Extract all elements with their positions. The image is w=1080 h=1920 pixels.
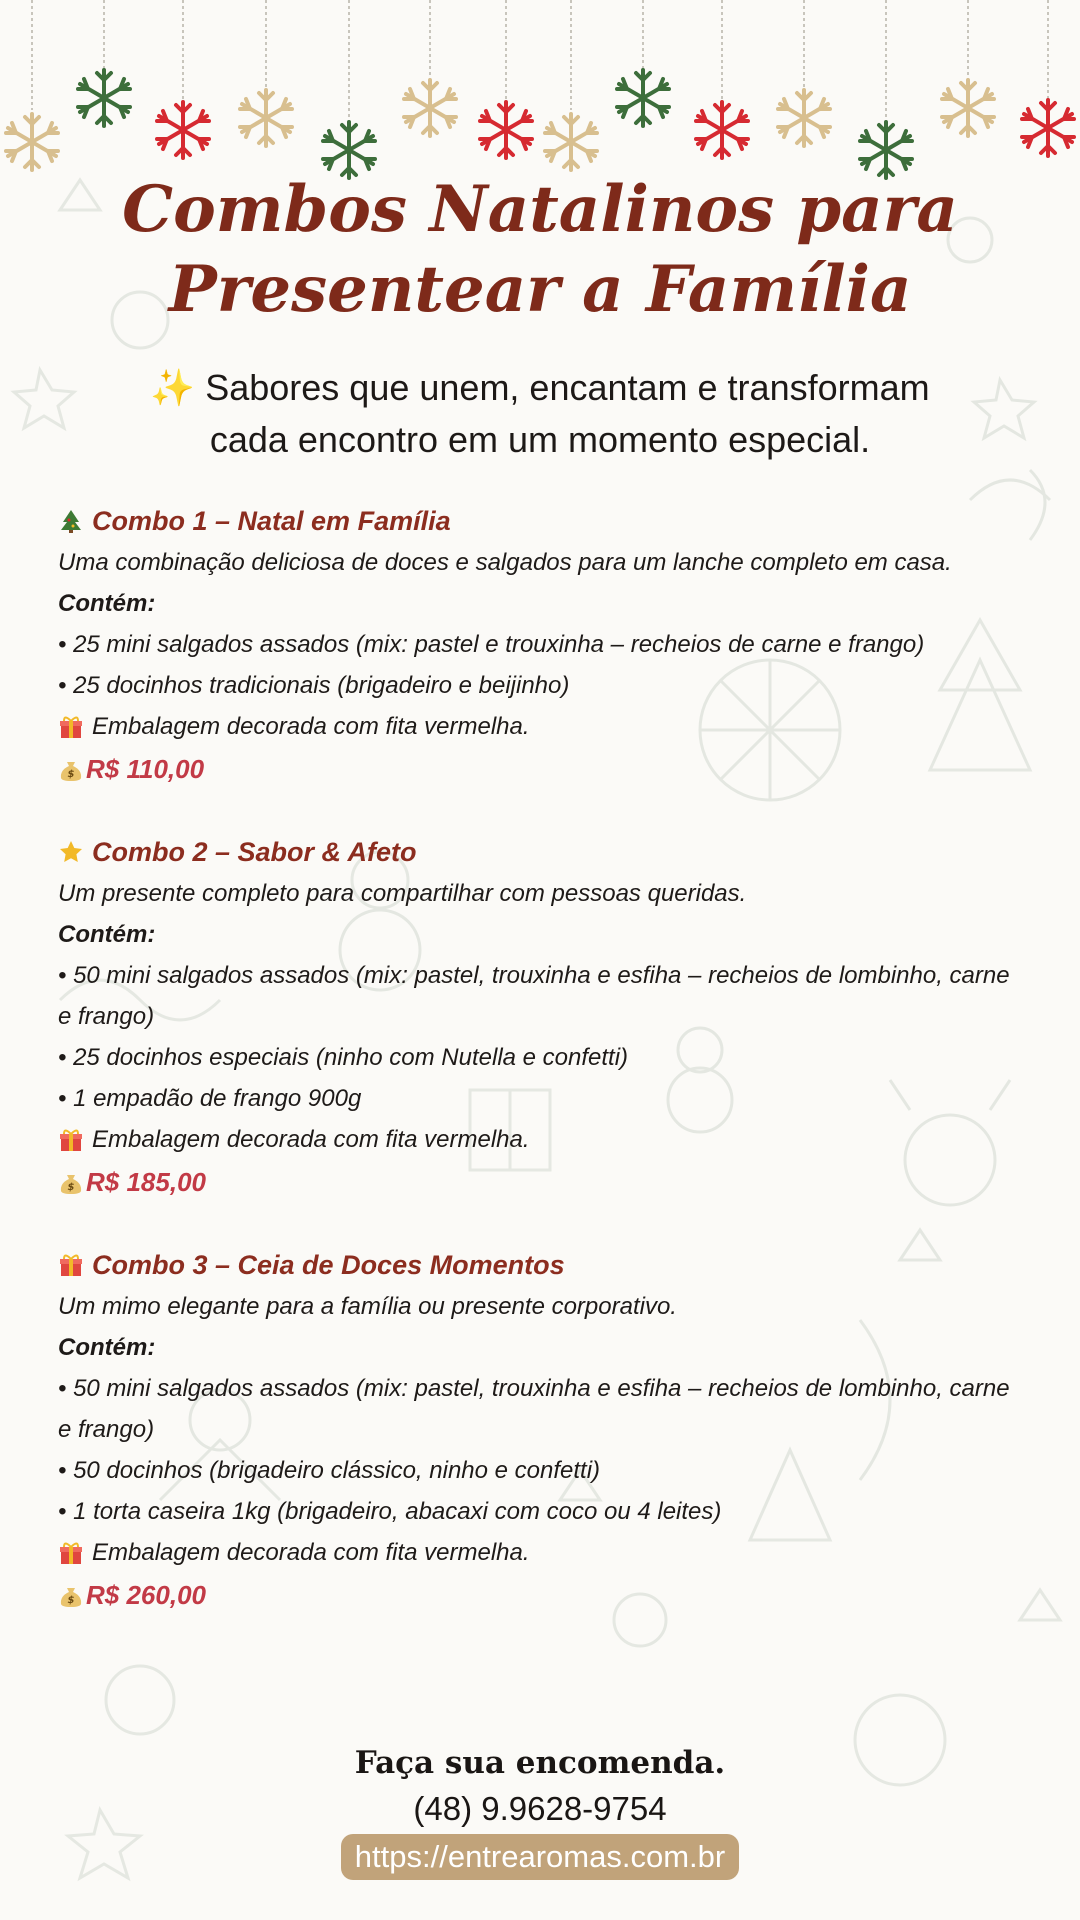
list-item: • 50 mini salgados assados (mix: pastel, trouxinha e esfiha – recheios de lombinho, carne e frango) (58, 962, 1010, 1030)
packaging-line: Embalagem decorada com fita vermelha. (58, 706, 1018, 747)
price: $ R$ 110,00 (58, 747, 1018, 791)
svg-text:$: $ (67, 1182, 75, 1193)
money-bag-icon (58, 1169, 84, 1195)
page-title (0, 170, 1080, 330)
combo-description: Um mimo elegante para a família ou presente corporativo. (58, 1293, 677, 1320)
combos-list (58, 500, 1018, 1657)
contains-label: Contém: (58, 921, 156, 948)
website-link[interactable]: https://entrearomas.com.br (341, 1834, 739, 1880)
list-item: • 25 mini salgados assados (mix: pastel e trouxinha – recheios de carne e frango) (58, 631, 925, 658)
phone-number[interactable]: (48) 9.9628-9754 (413, 1790, 667, 1827)
title-line-1: Combos Natalinos para (122, 172, 958, 247)
star-icon (58, 839, 84, 865)
subtitle-line-1: Sabores que unem, encantam e transformam (205, 367, 930, 408)
price: $ R$ 185,00 (58, 1160, 1018, 1204)
list-item: • 1 torta caseira 1kg (brigadeiro, abacaxi com coco ou 4 leites) (58, 1498, 722, 1525)
sparkles-icon: ✨ (150, 367, 196, 408)
subtitle-line-2: cada encontro em um momento especial. (209, 419, 871, 460)
combo-card (58, 500, 1018, 791)
packaging-line: Embalagem decorada com fita vermelha. (58, 1119, 1018, 1160)
combo-title: Combo 3 – Ceia de Doces Momentos (58, 1244, 1018, 1286)
gift-icon (58, 1127, 84, 1153)
order-cta: Faça sua encomenda. (354, 1745, 726, 1781)
title-line-2: Presentear a Família (168, 252, 912, 327)
combo-description: Um presente completo para compartilhar com pessoas queridas. (58, 880, 747, 907)
gift-icon (58, 1540, 84, 1566)
svg-text:$: $ (67, 769, 75, 780)
combo-title: Combo 1 – Natal em Família (58, 500, 1018, 542)
combo-description: Uma combinação deliciosa de doces e salgados para um lanche completo em casa. (58, 549, 952, 576)
list-item: • 25 docinhos tradicionais (brigadeiro e beijinho) (58, 672, 570, 699)
contains-label: Contém: (58, 1334, 156, 1361)
svg-text:$: $ (67, 1595, 75, 1606)
hanging-snowflakes-decoration (0, 0, 1080, 180)
combo-card (58, 1244, 1018, 1617)
gift-icon (58, 1252, 84, 1278)
packaging-line: Embalagem decorada com fita vermelha. (58, 1532, 1018, 1573)
money-bag-icon (58, 1582, 84, 1608)
christmas-tree-icon (58, 508, 84, 534)
combo-card (58, 831, 1018, 1204)
footer (0, 1740, 1080, 1880)
subtitle (90, 362, 990, 466)
list-item: • 50 mini salgados assados (mix: pastel, trouxinha e esfiha – recheios de lombinho, carne e frango) (58, 1375, 1010, 1443)
list-item: • 50 docinhos (brigadeiro clássico, ninho e confetti) (58, 1457, 601, 1484)
price: $ R$ 260,00 (58, 1573, 1018, 1617)
combo-title: Combo 2 – Sabor & Afeto (58, 831, 1018, 873)
gift-icon (58, 714, 84, 740)
contains-label: Contém: (58, 590, 156, 617)
list-item: • 25 docinhos especiais (ninho com Nutella e confetti) (58, 1044, 629, 1071)
money-bag-icon (58, 756, 84, 782)
list-item: • 1 empadão de frango 900g (58, 1085, 362, 1112)
